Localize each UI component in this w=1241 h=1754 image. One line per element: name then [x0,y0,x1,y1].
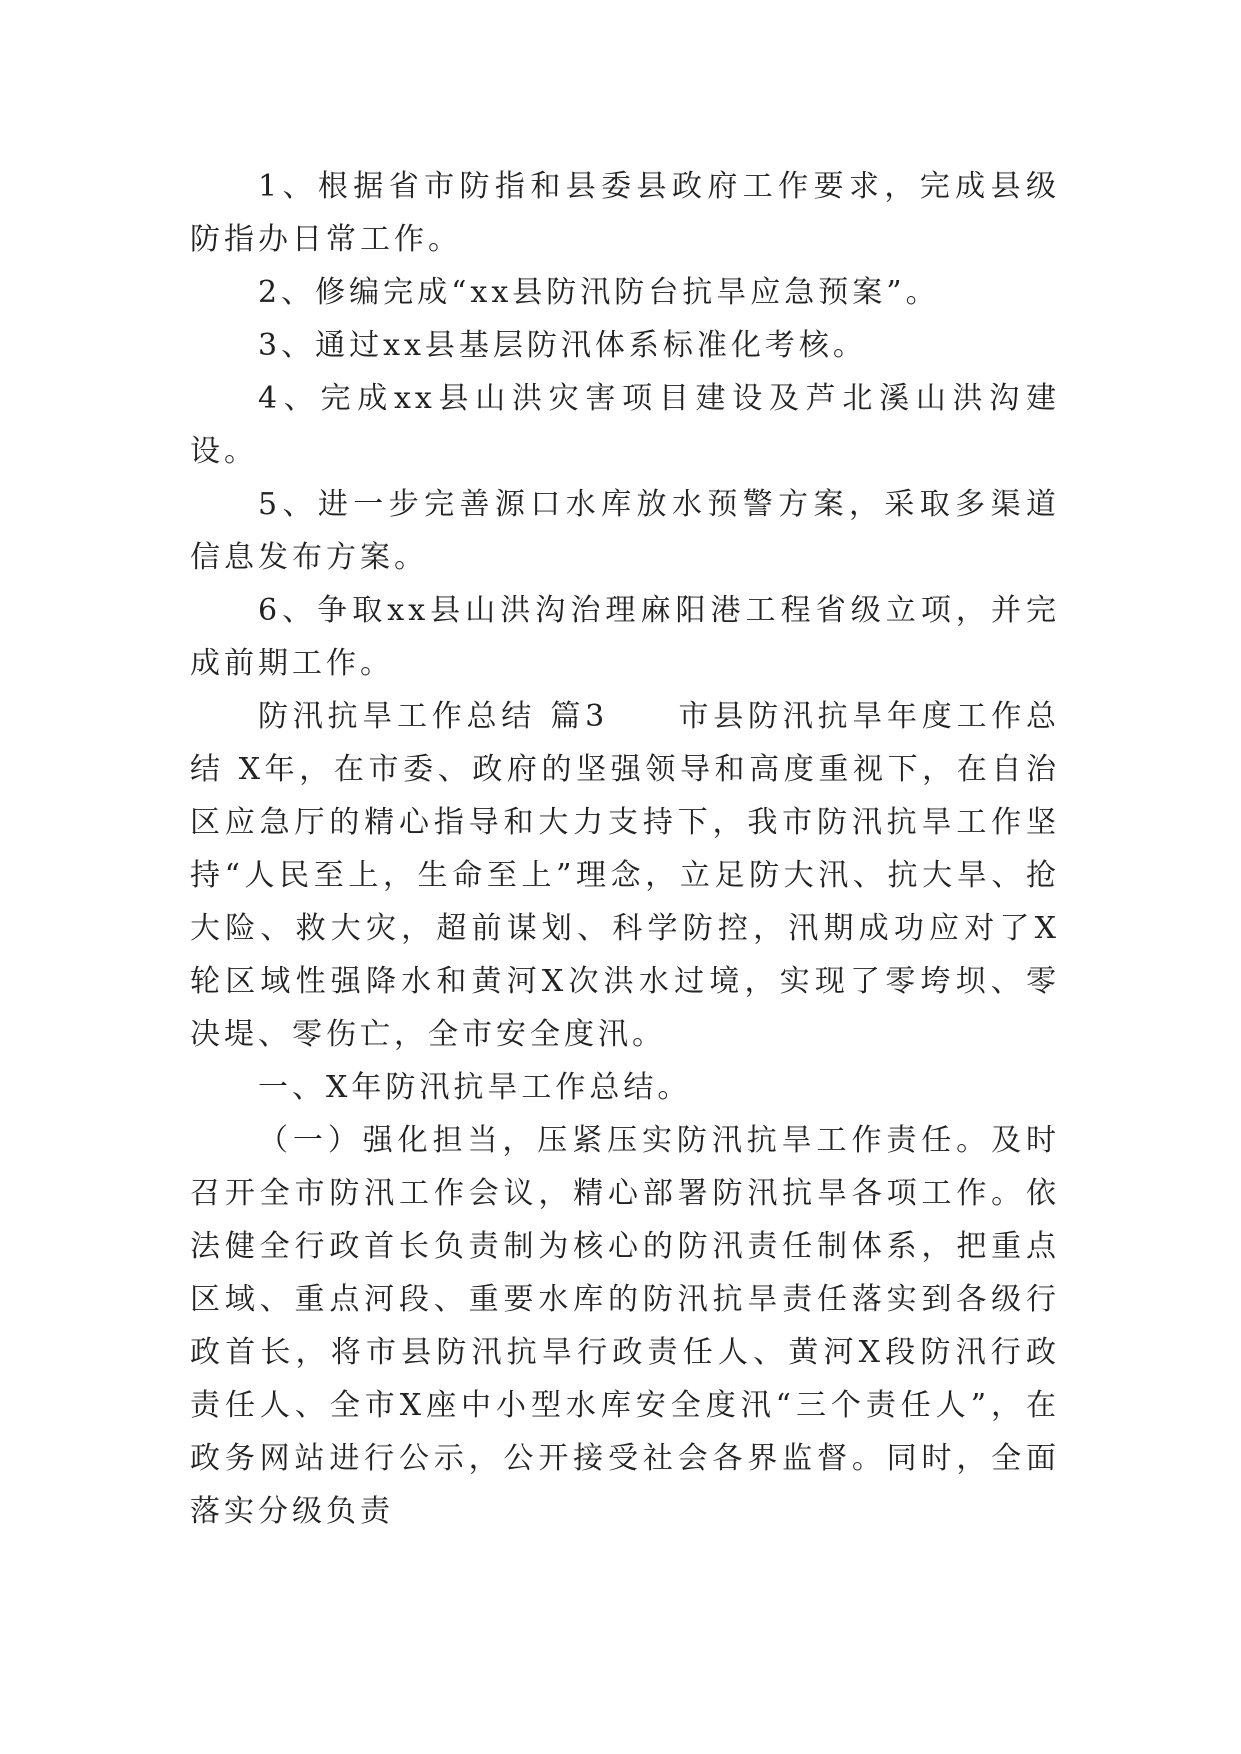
paragraph-item-5: 5、进一步完善源口水库放水预警方案，采取多渠道信息发布方案。 [190,487,1060,575]
subsection-paragraph-one: （一）强化担当，压紧压实防汛抗旱工作责任。及时召开全市防汛工作会议，精心部署防汛抗旱各项工作。依法健全行政首长负责制为核心的防汛责任制体系，把重点区域、重点河段、重要水库的防汛抗旱责任落实到各级行政首长，将市县防汛抗旱行政责任人、黄河X段防汛行政责任人、全市X座中小型水库安全度汛“三个责任人”，在政务网站进行公示，公开接受社会各界监督。同时，全面落实分级负责 [190,1123,1060,1529]
paragraph-item-3: 3、通过xx县基层防汛体系标准化考核。 [258,328,867,363]
section-heading-paragraph: 防汛抗旱工作总结 篇3 市县防汛抗旱年度工作总结 X年，在市委、政府的坚强领导和高度重视下，在自治区应急厅的精心指导和大力支持下，我市防汛抗旱工作坚持“人民至上，生命至上”理念，立足防大汛、抗大旱、抢大险、救大灾，超前谋划、科学防控，汛期成功应对了X轮区域性强降水和黄河X次洪水过境，实现了零垮坝、零决堤、零伤亡，全市安全度汛。 [190,699,1060,1052]
paragraph-item-2: 2、修编完成“xx县防汛防台抗旱应急预案”。 [258,275,940,310]
paragraph-item-4: 4、完成xx县山洪灾害项目建设及芦北溪山洪沟建设。 [190,381,1060,469]
paragraph-item-1: 1、根据省市防指和县委县政府工作要求，完成县级防指办日常工作。 [190,169,1060,257]
document-body [190,160,1060,1538]
paragraph-item-6: 6、争取xx县山洪沟治理麻阳港工程省级立项，并完成前期工作。 [190,593,1060,681]
section-title-one: 一、X年防汛抗旱工作总结。 [258,1070,692,1105]
